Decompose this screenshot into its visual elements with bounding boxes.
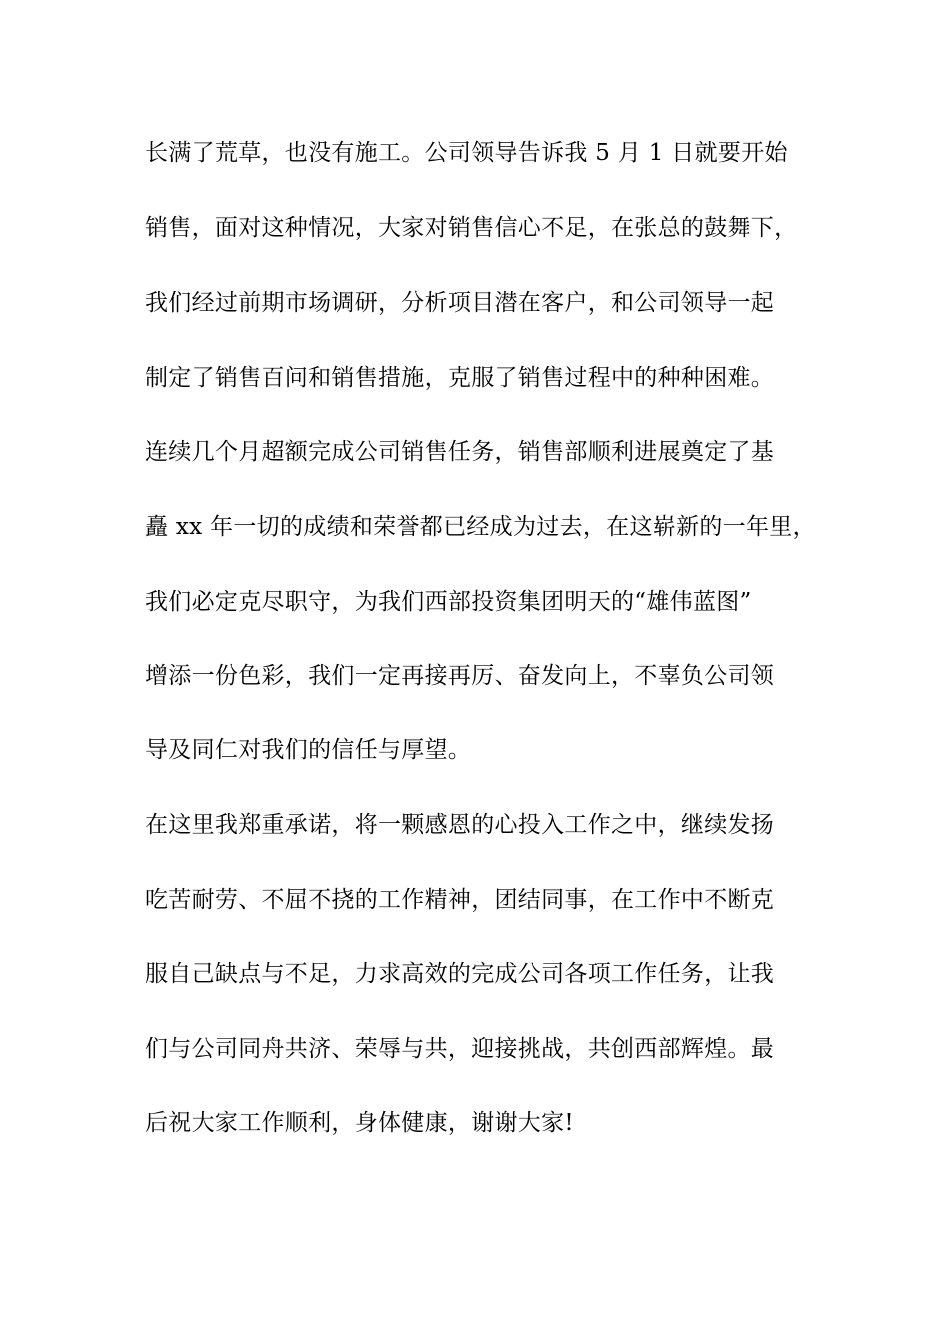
paragraph-line: 后祝大家工作顺利，身体健康，谢谢大家! xyxy=(145,1110,574,1136)
paragraph-line: 制定了销售百问和销售措施，克服了销售过程中的种种困难。 xyxy=(145,365,775,391)
paragraph-line: 长满了荒草，也没有施工。公司领导告诉我 5 月 1 日就要开始 xyxy=(145,140,788,166)
paragraph-line: 导及同仁对我们的信任与厚望。 xyxy=(145,737,472,763)
paragraph-line: 在这里我郑重承诺，将一颗感恩的心投入工作之中，继续发扬 xyxy=(145,812,775,838)
paragraph-line: 我们必定克尽职守，为我们西部投资集团明天的“雄伟蓝图” xyxy=(145,589,752,615)
paragraph-line: 增添一份色彩，我们一定再接再厉、奋发向上，不辜负公司领 xyxy=(145,663,775,689)
paragraph-line: 销售，面对这种情况，大家对销售信心不足，在张总的鼓舞下， xyxy=(145,215,798,241)
paragraph-line: 们与公司同舟共济、荣辱与共，迎接挑战，共创西部辉煌。最 xyxy=(145,1036,775,1062)
paragraph-line: 服自己缺点与不足，力求高效的完成公司各项工作任务，让我 xyxy=(145,961,775,987)
paragraph-line: 吃苦耐劳、不屈不挠的工作精神，团结同事，在工作中不断克 xyxy=(145,887,775,913)
paragraph-line: 我们经过前期市场调研，分析项目潜在客户，和公司领导一起 xyxy=(145,290,775,316)
paragraph-line: 矗 xx 年一切的成绩和荣誉都已经成为过去，在这崭新的一年里， xyxy=(145,514,816,540)
paragraph-line: 连续几个月超额完成公司销售任务，销售部顺利进展奠定了基 xyxy=(145,439,775,465)
